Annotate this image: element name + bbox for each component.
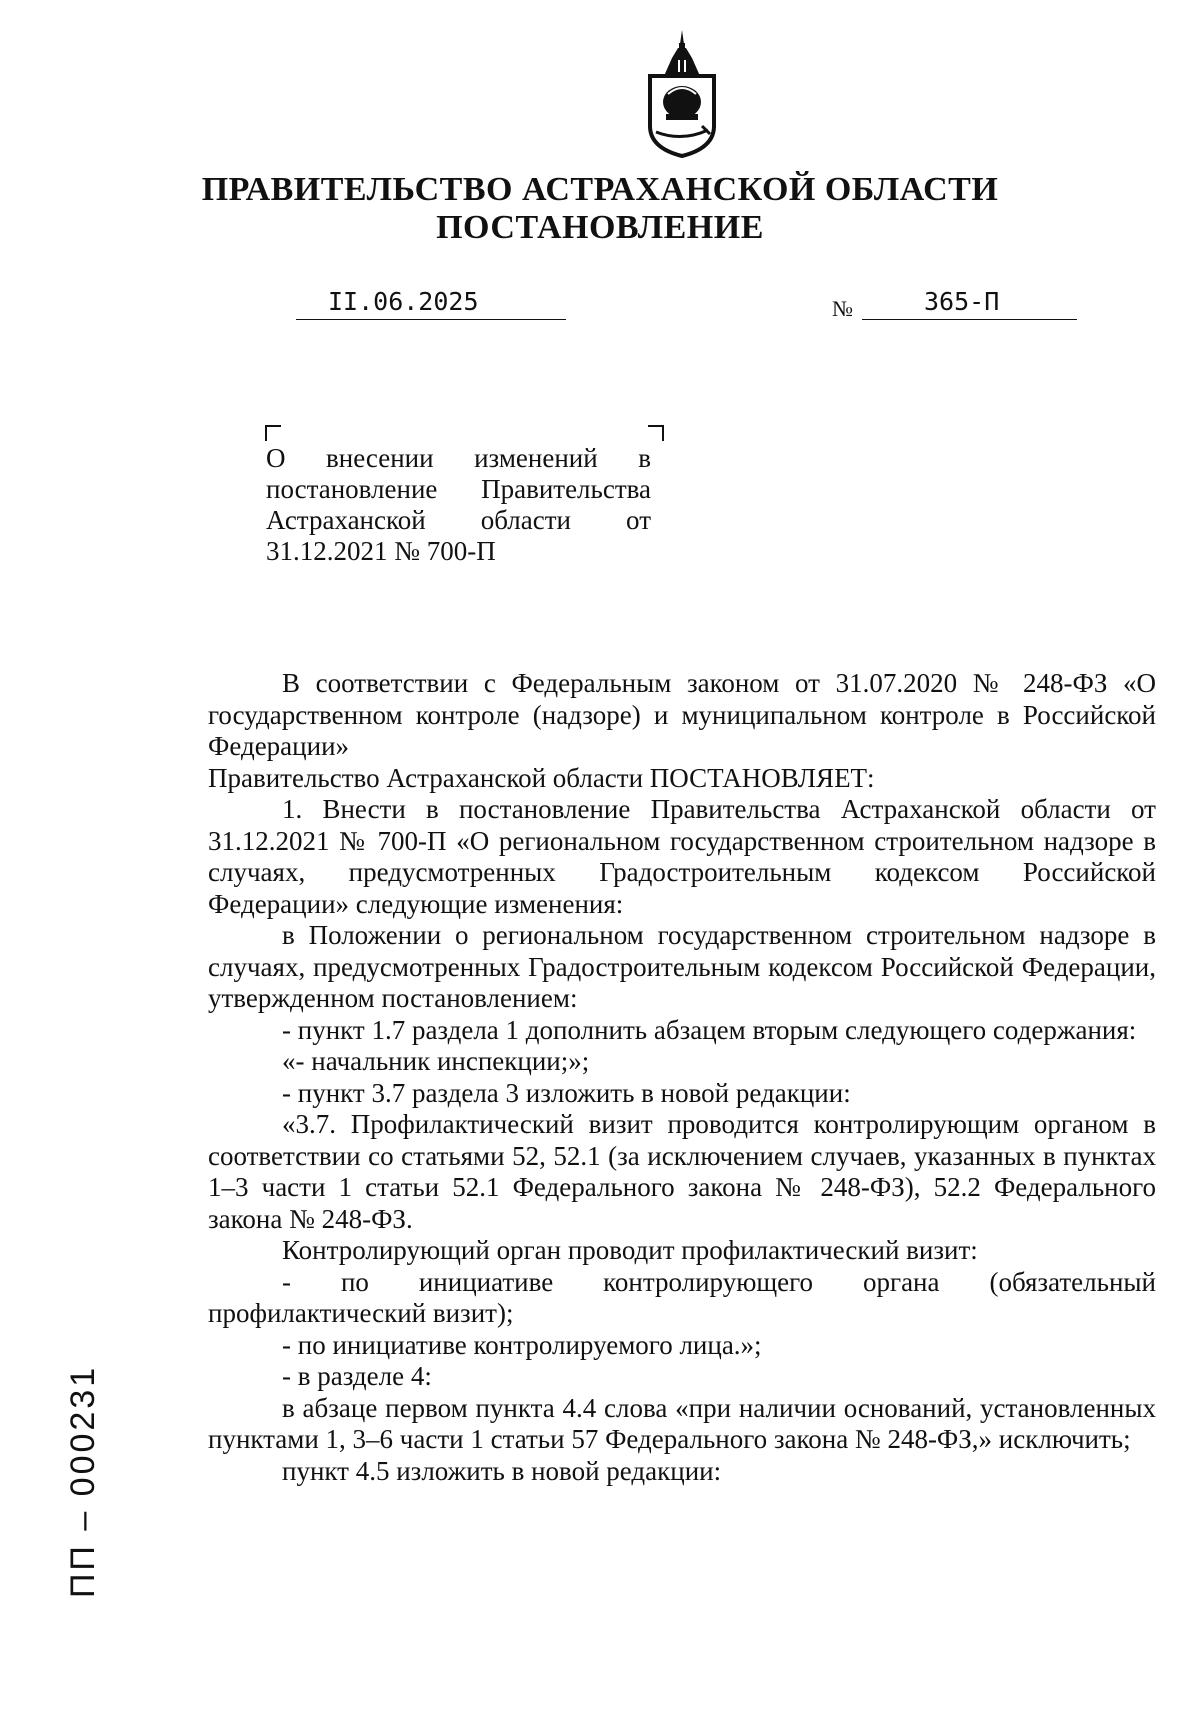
number-field (862, 287, 1077, 320)
document-number: 365-П (924, 287, 1000, 316)
number-sign-label: № (832, 296, 853, 321)
document-date: II.06.2025 (328, 287, 479, 316)
body-paragraph: В соответствии с Федеральным законом от 31.07.2020 № 248-ФЗ «О государственном контроле (надзоре) и муниципальном контроле в Российской Федерации» (208, 668, 1156, 761)
body-paragraph: Правительство Астраханской области ПОСТАНОВЛЯЕТ: (208, 762, 875, 793)
body-paragraph: 1. Внести в постановление Правительства Астраханской области от 31.12.2021 № 700-П «О региональном государственном строительном надзоре в случаях, предусмотренных Градостроительным кодексом Российской Федерации» следующие изменения: (208, 794, 1156, 919)
document-type-title: ПОСТАНОВЛЕНИЕ (436, 209, 764, 246)
body-paragraph: - в разделе 4: (282, 1361, 432, 1391)
document-subject: О внесении изменений в постановление Правительства Астраханской области от 31.12.2021 № 700-П (266, 443, 651, 566)
coat-of-arms-icon (642, 30, 722, 158)
subject-corner-right-mark (648, 425, 664, 441)
body-paragraph: в абзаце первом пункта 4.4 слова «при наличии оснований, установленных пунктами 1, 3–6 части 1 статьи 57 Федерального закона № 248-ФЗ,» исключить; (208, 1392, 1156, 1454)
body-paragraph: - по инициативе контролируемого лица.»; (282, 1329, 762, 1360)
body-paragraph: - пункт 3.7 раздела 3 изложить в новой редакции: (282, 1077, 851, 1108)
organization-title: ПРАВИТЕЛЬСТВО АСТРАХАНСКОЙ ОБЛАСТИ (201, 171, 999, 208)
registration-stamp: ПП – 000231 (64, 1364, 102, 1598)
body-paragraph: - по инициативе контролирующего органа (обязательный профилактический визит); (208, 1266, 1156, 1328)
body-paragraph: «3.7. Профилактический визит проводится контролирующим органом в соответствии со статьями 52, 52.1 (за исключением случаев, указанных в пунктах 1–3 части 1 статьи 52.1 Федерального закона № 248-ФЗ), 52.2 Федерального закона № 248-ФЗ. (208, 1109, 1156, 1234)
subject-corner-left-mark (265, 425, 281, 441)
date-field (296, 287, 566, 320)
body-paragraph: «- начальник инспекции;»; (282, 1046, 590, 1076)
body-paragraph: в Положении о региональном государственном строительном надзоре в случаях, предусмотренных Градостроительным кодексом Российской Федерации, утвержденном постановлением: (208, 920, 1156, 1013)
body-paragraph: Контролирующий орган проводит профилактический визит: (282, 1235, 978, 1265)
body-paragraph: пункт 4.5 изложить в новой редакции: (282, 1455, 722, 1486)
body-paragraph: - пункт 1.7 раздела 1 дополнить абзацем вторым следующего содержания: (282, 1014, 1137, 1045)
document-body (208, 668, 1156, 1487)
